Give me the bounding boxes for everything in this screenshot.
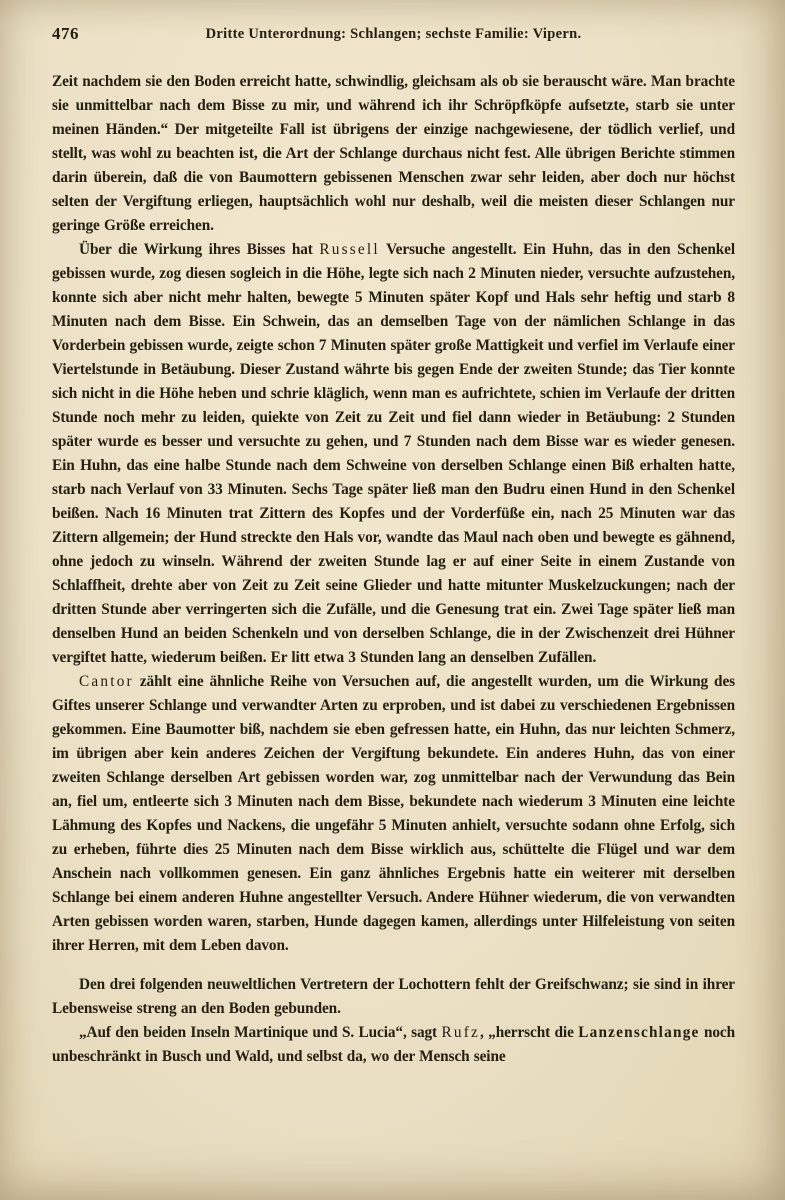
paragraph-5-text: noch unbeschränkt in Busch und Wald, und selbst da, wo der Mensch seine <box>52 1024 735 1065</box>
person-name-cantor: Cantor <box>79 673 134 690</box>
paragraph-3 <box>52 670 735 958</box>
page-text <box>52 70 735 1069</box>
paragraph-5-text: , „herrscht die <box>480 1024 579 1041</box>
person-name-russell: Russell <box>319 241 380 258</box>
paragraph-3-text: zählt eine ähnliche Reihe von Versuchen auf, die angestellt wurden, um die Wirkung des Giftes unserer Schlange und verwandter Arten zu erproben, und ist dabei zu verschiedenen Ergebnissen gekommen. Eine Baumotter biß, nachdem sie eben gefressen hatte, ein Huhn, das nur leichten Schmerz, im übrigen aber kein anderes Zeichen der Vergiftung bekundete. Ein anderes Huhn, das von einer zweiten Schlange derselben Art gebissen worden war, zog unmittelbar nach der Verwundung das Bein an, fiel um, entleerte sich 3 Minuten nach dem Bisse, bekundete nach wiederum 3 Minuten eine leichte Lähmung des Kopfes und Nackens, die ungefähr 5 Minuten anhielt, versuchte sodann ohne Erfolg, sich zu erheben, führte dies 25 Minuten nach dem Bisse wirklich aus, schüttelte die Flügel und war dem Anschein nach vollkommen genesen. Ein ganz ähnliches Ergebnis hatte ein weiterer mit derselben Schlange bei einem anderen Huhne angestellter Versuch. Andere Hühner wiederum, die von verwandten Arten gebissen worden waren, starben, Hunde dagegen kamen, allerdings unter Hilfeleistung von seiten ihrer Herren, mit dem Leben davon. <box>52 673 735 954</box>
page-header <box>52 24 735 50</box>
paragraph-2 <box>52 238 735 670</box>
paragraph-2-text: Über die Wirkung ihres Bisses hat <box>79 241 320 258</box>
species-name-lanzenschlange: Lanzenschlange <box>578 1024 700 1041</box>
person-name-rufz: Rufz <box>441 1024 481 1041</box>
paragraph-5 <box>52 1021 735 1069</box>
running-title: Dritte Unterordnung: Schlangen; sechste Familie: Vipern. <box>205 26 582 42</box>
paragraph-5-text: „Auf den beiden Inseln Martinique und S. Lucia“, sagt <box>79 1024 442 1041</box>
paragraph-2-text: Versuche angestellt. Ein Huhn, das in den Schenkel gebissen wurde, zog diesen sogleich in die Höhe, legte sich nach 2 Minuten nieder, versuchte aufzustehen, konnte sich aber nicht mehr halten, bewegte 5 Minuten später Kopf und Hals sehr heftig und starb 8 Minuten nach dem Bisse. Ein Schwein, das an demselben Tage von der nämlichen Schlange in das Vorderbein gebissen wurde, zeigte schon 7 Minuten später große Mattigkeit und verfiel im Verlaufe einer Viertelstunde in Betäubung. Dieser Zustand währte bis gegen Ende der zweiten Stunde; das Tier konnte sich nicht in die Höhe heben und schrie kläglich, wenn man es aufrichtete, schien im Verlaufe der dritten Stunde noch mehr zu leiden, quiekte von Zeit zu Zeit und fiel dann wieder in Betäubung: 2 Stunden später wurde es besser und versuchte zu gehen, und 7 Stunden nach dem Bisse war es wieder genesen. Ein Huhn, das eine halbe Stunde nach dem Schweine von derselben Schlange einen Biß erhalten hatte, starb nach Verlauf von 33 Minuten. Sechs Tage später ließ man den Budru einen Hund in den Schenkel beißen. Nach 16 Minuten trat Zittern des Kopfes und der Vorderfüße ein, nach 25 Minuten war das Zittern allgemein; der Hund streckte den Hals vor, wandte das Maul nach oben und bewegte es gähnend, ohne jedoch zu winseln. Während der zweiten Stunde lag er auf einer Seite in einem Zustande von Schlaffheit, drehte aber von Zeit zu Zeit seine Glieder und hatte mitunter Muskelzuckungen; nach der dritten Stunde aber verringerten sich die Zufälle, und die Genesung trat ein. Zwei Tage später ließ man denselben Hund an beiden Schenkeln und von derselben Schlange, die in der Zwischenzeit drei Hühner vergiftet hatte, wiederum beißen. Er litt etwa 3 Stunden lang an denselben Zufällen. <box>52 241 735 666</box>
page-number: 476 <box>52 24 79 43</box>
paragraph-1: Zeit nachdem sie den Boden erreicht hatte, schwindlig, gleichsam als ob sie berauscht wäre. Man brachte sie unmittelbar nach dem Bisse zu mir, und während ich ihr Schröpfköpfe aufsetzte, starb sie unter meinen Händen.“ Der mitgeteilte Fall ist übrigens der einzige nachgewiesene, der tödlich verlief, und stellt, was wohl zu beachten ist, die Art der Schlange durchaus nicht fest. Alle übrigen Berichte stimmen darin überein, daß die von Baumottern gebissenen Menschen zwar sehr leiden, aber doch nur höchst selten der Vergiftung erliegen, hauptsächlich wohl nur deshalb, weil die meisten dieser Schlangen nur geringe Größe erreichen. <box>52 73 735 234</box>
paragraph-4: Den drei folgenden neuweltlichen Vertretern der Lochottern fehlt der Greifschwanz; sie sind in ihrer Lebensweise streng an den Boden gebunden. <box>52 976 735 1017</box>
